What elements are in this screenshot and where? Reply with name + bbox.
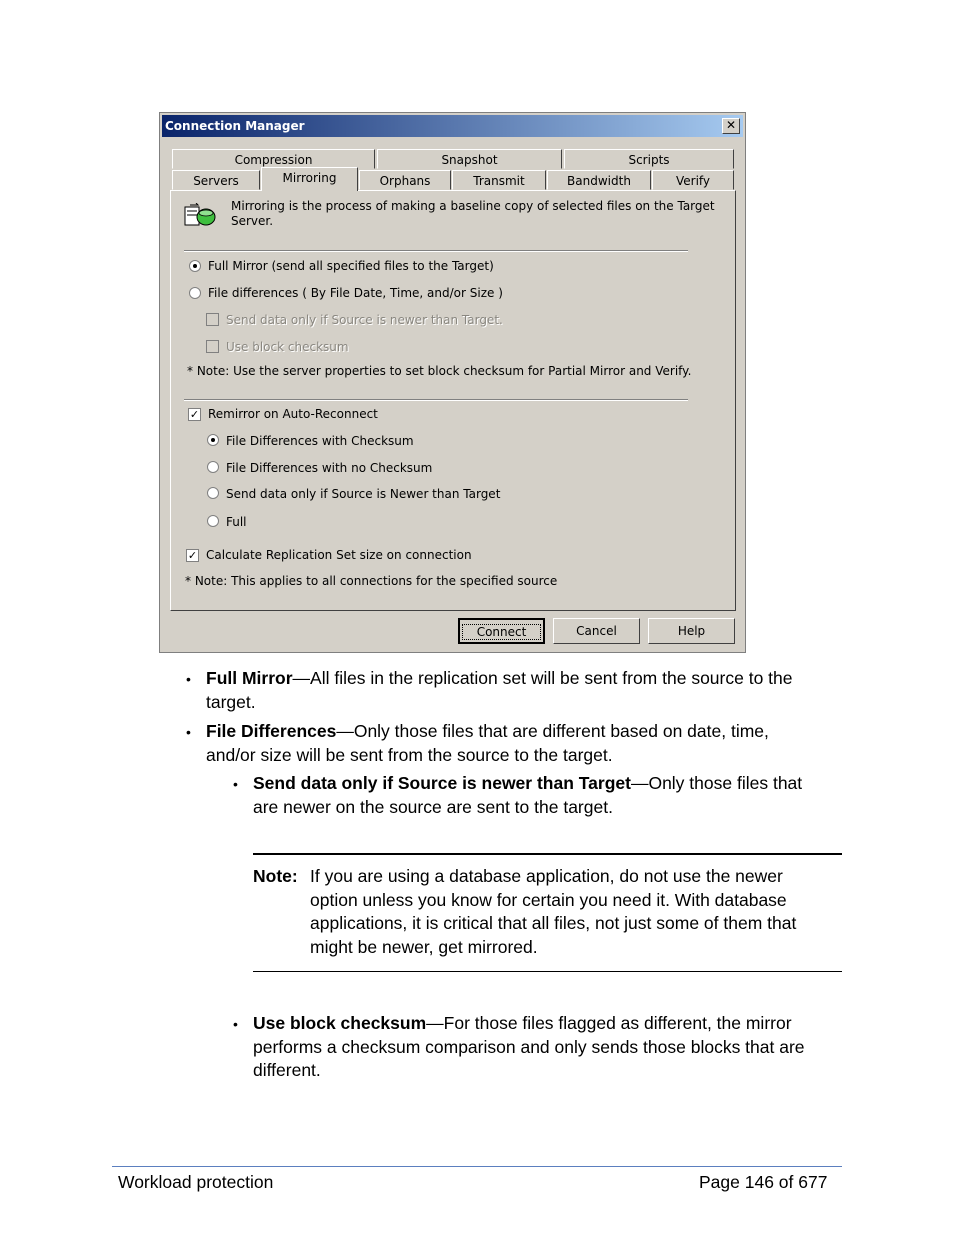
cancel-button[interactable]: Cancel: [553, 618, 640, 644]
send-newer-radio[interactable]: [207, 487, 219, 499]
full-label: Full: [226, 515, 247, 529]
send-newer-checkbox[interactable]: [206, 313, 219, 326]
tab-orphans[interactable]: Orphans: [359, 170, 451, 190]
full-mirror-text-2: target.: [206, 691, 256, 712]
note-block-checksum: * Note: Use the server properties to set block checksum for Partial Mirror and Verify.: [187, 364, 692, 378]
footer-page-number: Page 146 of 677: [699, 1172, 828, 1192]
full-mirror-text: —All files in the replication set will be sent from the source to the: [292, 668, 793, 688]
separator: [184, 250, 688, 252]
tab-scripts[interactable]: Scripts: [564, 149, 734, 169]
file-differences-paragraph: [206, 720, 769, 767]
send-newer-paragraph: [253, 772, 802, 819]
file-differences-label: File differences ( By File Date, Time, and/or Size ): [208, 286, 503, 300]
note-bottom-rule: [253, 971, 842, 972]
block-checksum-text-2: performs a checksum comparison and only sends those blocks that are: [253, 1036, 805, 1057]
note-line-1: If you are using a database application, do not use the newer: [310, 866, 783, 886]
bullet-icon: •: [186, 671, 191, 687]
block-checksum-text: —For those files flagged as different, the mirror: [426, 1013, 792, 1033]
remirror-label: Remirror on Auto-Reconnect: [208, 407, 378, 421]
footer-rule: [112, 1166, 842, 1167]
note-line-2: option unless you know for certain you need it. With database: [310, 889, 787, 910]
send-newer-term: Send data only if Source is newer than Target: [253, 773, 631, 793]
tab-bandwidth[interactable]: Bandwidth: [547, 170, 651, 190]
close-button[interactable]: [722, 118, 740, 134]
file-differences-radio[interactable]: [189, 287, 201, 299]
mirroring-description-line2: Server.: [231, 214, 274, 228]
send-newer-label: Send data only if Source is newer than Target.: [226, 313, 503, 327]
diff-no-checksum-label: File Differences with no Checksum: [226, 461, 433, 475]
full-mirror-radio[interactable]: [189, 260, 201, 272]
connection-manager-dialog: [159, 112, 746, 653]
note-source-connections: * Note: This applies to all connections for the specified source: [185, 574, 558, 588]
separator: [184, 399, 688, 401]
file-differences-text-2: and/or size will be sent from the source to the target.: [206, 744, 613, 765]
full-mirror-term: Full Mirror: [206, 668, 293, 688]
diff-no-checksum-radio[interactable]: [207, 461, 219, 473]
bullet-icon: •: [186, 724, 191, 740]
check-icon: ✓: [189, 408, 200, 421]
tab-mirroring[interactable]: Mirroring: [261, 167, 358, 191]
tab-compression[interactable]: Compression: [172, 149, 375, 169]
bullet-icon: •: [233, 1016, 238, 1032]
tab-servers[interactable]: Servers: [172, 170, 260, 190]
block-checksum-text-3: different.: [253, 1060, 321, 1080]
mirroring-panel: [170, 190, 736, 611]
calc-size-label: Calculate Replication Set size on connection: [206, 548, 472, 562]
close-icon: ✕: [725, 118, 737, 132]
connect-button[interactable]: Connect: [458, 618, 545, 644]
file-differences-term: File Differences: [206, 721, 337, 741]
footer-section-title: Workload protection: [118, 1172, 274, 1192]
dialog-title: Connection Manager: [165, 119, 305, 133]
note-label: Note:: [253, 866, 298, 886]
note-top-rule: [253, 853, 842, 855]
check-icon: ✓: [187, 549, 198, 562]
send-newer-text: —Only those files that: [630, 773, 803, 793]
bullet-icon: •: [233, 776, 238, 792]
mirroring-icon: [184, 203, 218, 229]
block-checksum-term: Use block checksum: [253, 1013, 427, 1033]
send-newer-text-2: are newer on the source are sent to the target.: [253, 796, 613, 817]
remirror-checkbox[interactable]: [188, 408, 201, 421]
block-checksum-checkbox[interactable]: [206, 340, 219, 353]
note-text: [310, 865, 796, 959]
tab-verify[interactable]: Verify: [652, 170, 734, 190]
diff-checksum-radio[interactable]: [207, 434, 219, 446]
note-line-3: applications, it is critical that all files, not just some of them that: [310, 913, 797, 933]
full-radio[interactable]: [207, 515, 219, 527]
full-mirror-label: Full Mirror (send all specified files to the Target): [208, 259, 494, 273]
calc-size-checkbox[interactable]: [186, 549, 199, 562]
title-bar: [162, 115, 743, 137]
tab-snapshot[interactable]: Snapshot: [377, 149, 562, 169]
help-button[interactable]: Help: [648, 618, 735, 644]
tab-transmit[interactable]: Transmit: [452, 170, 546, 190]
full-mirror-paragraph: [206, 667, 793, 714]
note-line-4: might be newer, get mirrored.: [310, 936, 538, 957]
send-newer-radio-label: Send data only if Source is Newer than Target: [226, 487, 501, 501]
block-checksum-label: Use block checksum: [226, 340, 349, 354]
file-differences-text: —Only those files that are different based on date, time,: [336, 721, 769, 741]
mirroring-description: Mirroring is the process of making a baseline copy of selected files on the Target: [231, 199, 715, 213]
diff-checksum-label: File Differences with Checksum: [226, 434, 414, 448]
block-checksum-paragraph: [253, 1012, 805, 1083]
